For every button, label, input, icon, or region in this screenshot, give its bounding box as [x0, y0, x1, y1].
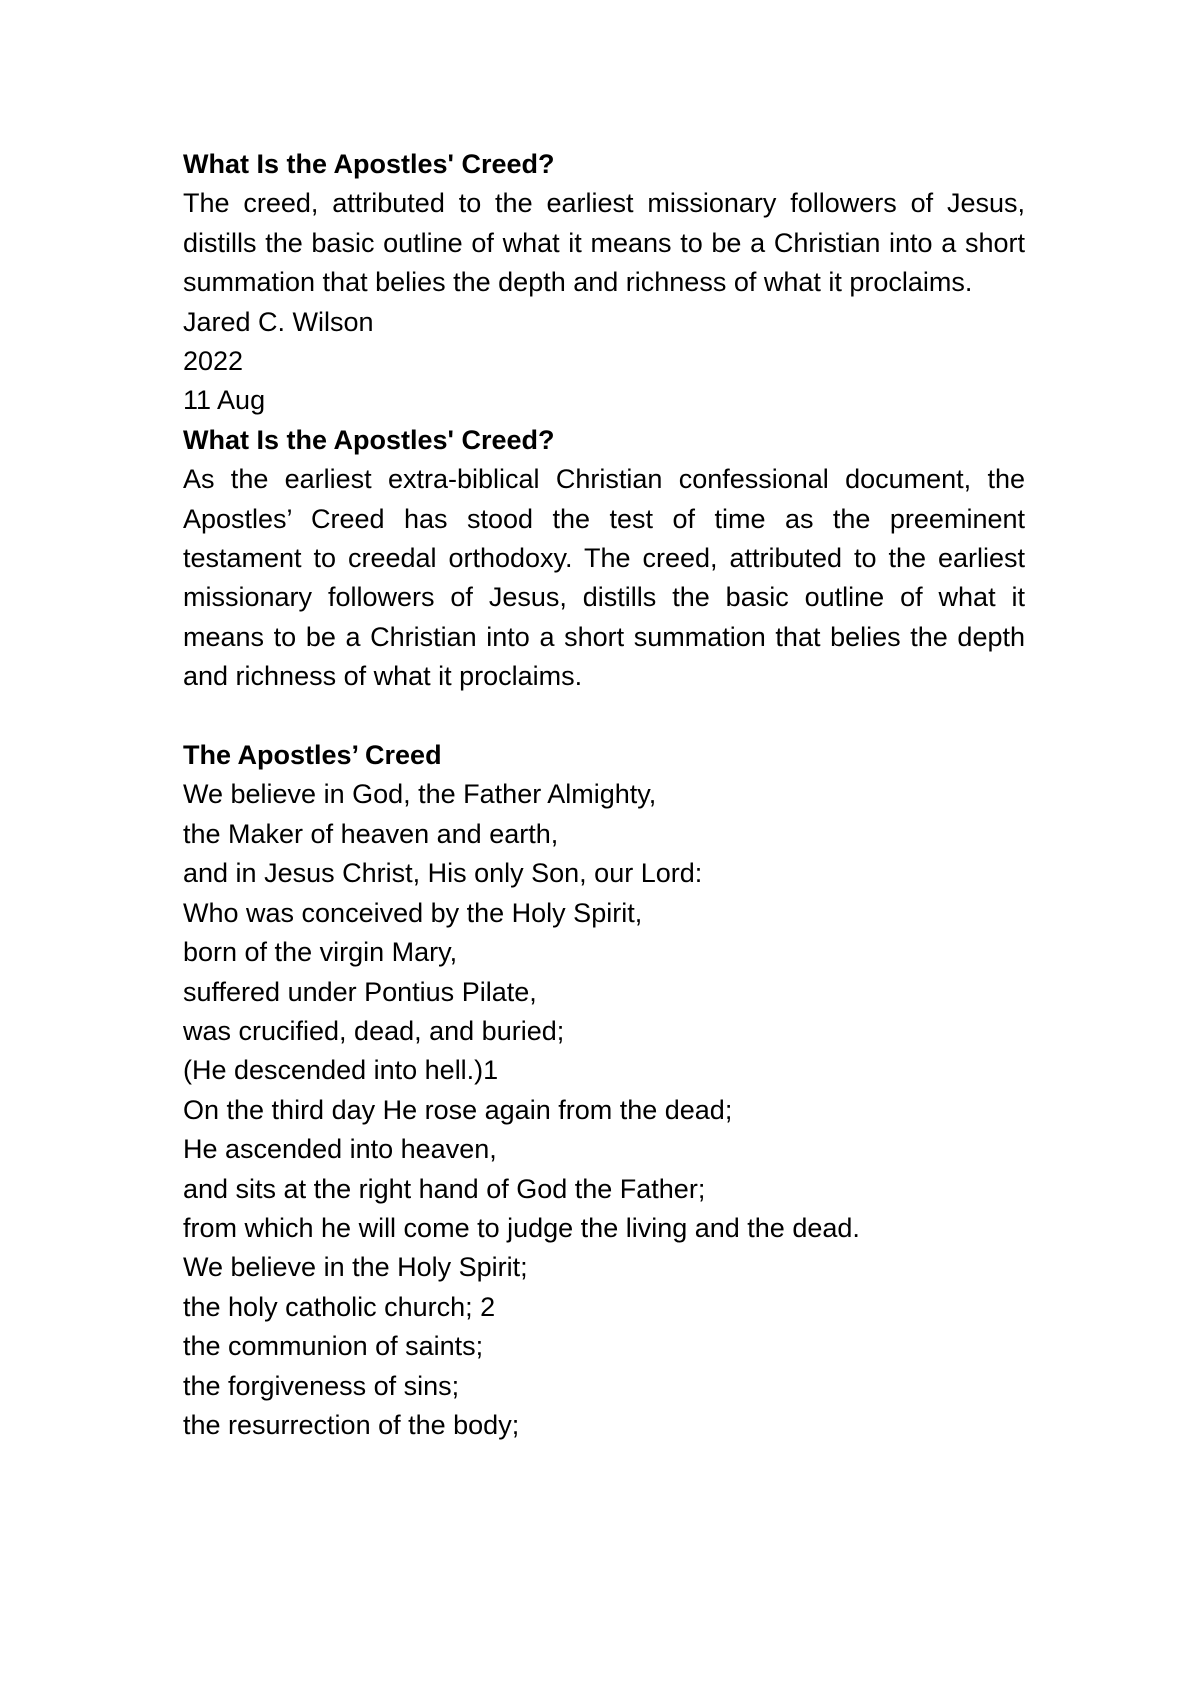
- document-page: [183, 145, 1025, 1445]
- creed-line: Who was conceived by the Holy Spirit,: [183, 897, 643, 928]
- creed-line: the Maker of heaven and earth,: [183, 818, 559, 849]
- creed-line: and in Jesus Christ, His only Son, our Lord:: [183, 858, 703, 889]
- creed-line: born of the virgin Mary,: [183, 937, 458, 968]
- creed-line: the holy catholic church; 2: [183, 1291, 496, 1322]
- creed-line: the communion of saints;: [183, 1331, 484, 1362]
- creed-line: We believe in the Holy Spirit;: [183, 1252, 528, 1283]
- creed-line: and sits at the right hand of God the Father;: [183, 1173, 706, 1204]
- creed-line: was crucified, dead, and buried;: [183, 1015, 565, 1046]
- creed-line: (He descended into hell.)1: [183, 1055, 499, 1086]
- creed-line: He ascended into heaven,: [183, 1134, 497, 1165]
- summary-text: The creed, attributed to the earliest missionary followers of Jesus, distills the basic outline of what it means to be a Christian into a short summation that belies the depth and richness of what it proclaims.: [183, 188, 1025, 298]
- creed-line: from which he will come to judge the living and the dead.: [183, 1212, 860, 1243]
- article-title: What Is the Apostles' Creed?: [183, 424, 555, 455]
- creed-line: suffered under Pontius Pilate,: [183, 976, 537, 1007]
- publish-year: 2022: [183, 346, 244, 377]
- summary-title: What Is the Apostles' Creed?: [183, 149, 555, 179]
- creed-line: the resurrection of the body;: [183, 1409, 520, 1440]
- author-name: Jared C. Wilson: [183, 306, 374, 337]
- publish-date: 11 Aug: [183, 385, 266, 416]
- creed-line: On the third day He rose again from the dead;: [183, 1094, 733, 1125]
- article-intro: As the earliest extra-biblical Christian confessional document, the Apostles’ Creed has stood the test of time as the preeminent testament to creedal orthodoxy. The creed, attributed to the earliest missionary followers of Jesus, distills the basic outline of what it means to be a Christian into a short summation that belies the depth and richness of what it proclaims.: [183, 464, 1025, 692]
- creed-title: The Apostles’ Creed: [183, 740, 442, 771]
- creed-line: the forgiveness of sins;: [183, 1370, 460, 1401]
- paragraph-spacer: [183, 697, 1025, 736]
- creed-line: We believe in God, the Father Almighty,: [183, 779, 657, 810]
